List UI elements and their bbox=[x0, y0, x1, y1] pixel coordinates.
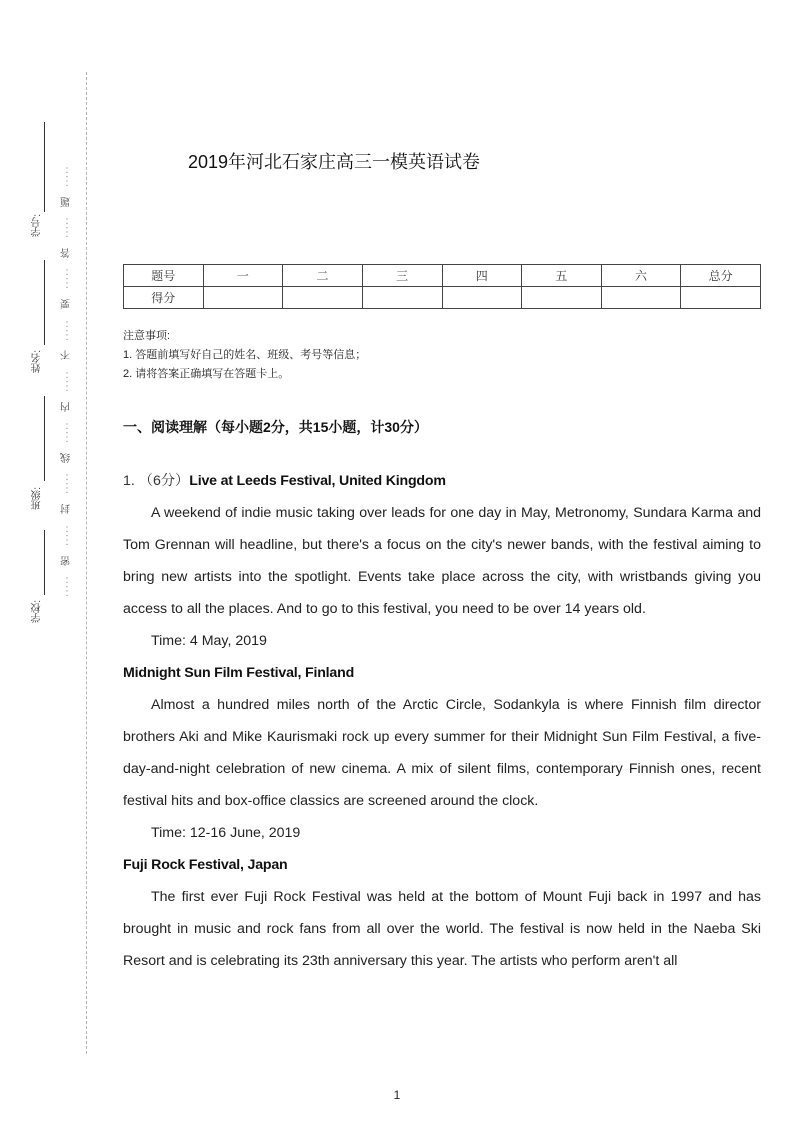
notes-item: 2. 请将答案正确填写在答题卡上。 bbox=[123, 368, 290, 380]
festival-heading: Fuji Rock Festival, Japan bbox=[123, 857, 288, 873]
seal-char: 线 bbox=[61, 452, 73, 463]
seal-char: 封 bbox=[61, 504, 73, 515]
seal-char: 答 bbox=[61, 247, 73, 258]
score-cell[interactable] bbox=[362, 287, 442, 309]
section-title: 一、阅读理解（每小题2分，共15小题，计30分） bbox=[123, 419, 428, 435]
school-field[interactable] bbox=[44, 530, 45, 595]
class-field[interactable] bbox=[44, 396, 45, 481]
student-id-label: 学号: bbox=[32, 214, 43, 237]
name-label: 姓名: bbox=[32, 350, 43, 373]
question-heading-line bbox=[123, 465, 761, 497]
score-table-header-cell: 二 bbox=[283, 265, 363, 287]
seal-char: 题 bbox=[61, 196, 73, 207]
notes-item: 1. 答题前填写好自己的姓名、班级、考号等信息； bbox=[123, 349, 367, 361]
score-table-header-cell: 五 bbox=[522, 265, 602, 287]
festival-description: The first ever Fuji Rock Festival was held at the bottom of Mount Fuji back in 1997 and has brought in music and rock fans from all over the world. The festival is now held in the Naeba Ski Resort and is celebrating its 23th anniversary this year. The artists who perform aren't all bbox=[123, 889, 761, 969]
score-cell[interactable] bbox=[442, 287, 522, 309]
festival-time: Time: 12-16 June, 2019 bbox=[151, 825, 301, 841]
question-number: 1. bbox=[123, 473, 135, 489]
reading-passage bbox=[123, 465, 761, 977]
festival-description: Almost a hundred miles north of the Arctic Circle, Sodankyla is where Finnish film director brothers Aki and Mike Kaurismaki rock up every summer for their Midnight Sun Film Festival, a five-day-and-night celebration of new cinema. A mix of silent films, contemporary Finnish ones, recent festival hits and box-office classics are screened around the clock. bbox=[123, 697, 761, 809]
name-field[interactable] bbox=[44, 260, 45, 345]
score-cell[interactable] bbox=[601, 287, 681, 309]
seal-char: 内 bbox=[61, 401, 73, 412]
score-table bbox=[123, 264, 761, 309]
festival-time: Time: 4 May, 2019 bbox=[151, 633, 267, 649]
seal-char: 密 bbox=[61, 555, 73, 566]
score-table-header-cell: 一 bbox=[203, 265, 283, 287]
seal-line-text: ····· 密 ····· 封 ····· 线 ····· 内 ····· 不 ····· 要 ····· 答 ····· 题 ····· bbox=[61, 165, 73, 597]
score-table-header-cell: 四 bbox=[442, 265, 522, 287]
student-id-field[interactable] bbox=[44, 122, 45, 212]
score-table-header-cell: 总分 bbox=[681, 265, 761, 287]
score-table-header-cell: 三 bbox=[362, 265, 442, 287]
score-table-header-row bbox=[124, 265, 761, 287]
binding-dashed-line bbox=[86, 72, 87, 1054]
class-label: 班级: bbox=[32, 487, 43, 510]
score-cell[interactable] bbox=[681, 287, 761, 309]
notes-heading: 注意事项: bbox=[123, 330, 171, 342]
seal-char: 不 bbox=[61, 350, 73, 361]
festival-description: A weekend of indie music taking over leads for one day in May, Metronomy, Sundara Karma and Tom Grennan will headline, but there's a focus on the city's newer bands, with the festival aiming to bring new artists into the spotlight. Events take place across the city, with wristbands giving you access to all the places. And to go to this festival, you need to be over 14 years old. bbox=[123, 505, 761, 617]
score-cell[interactable] bbox=[522, 287, 602, 309]
festival-heading: Live at Leeds Festival, United Kingdom bbox=[189, 473, 446, 489]
score-table-header-cell: 六 bbox=[601, 265, 681, 287]
seal-char: 要 bbox=[61, 299, 73, 310]
score-table-header-cell: 题号 bbox=[124, 265, 204, 287]
score-table-score-row bbox=[124, 287, 761, 309]
page-number: 1 bbox=[393, 1088, 401, 1102]
score-cell[interactable] bbox=[203, 287, 283, 309]
question-points: （6分） bbox=[138, 473, 190, 489]
school-label: 学校: bbox=[32, 600, 43, 623]
notes bbox=[123, 327, 366, 384]
score-table-row-label: 得分 bbox=[124, 287, 204, 309]
score-cell[interactable] bbox=[283, 287, 363, 309]
page-title: 2019年河北石家庄高三一模英语试卷 bbox=[188, 152, 481, 172]
festival-heading: Midnight Sun Film Festival, Finland bbox=[123, 665, 355, 681]
